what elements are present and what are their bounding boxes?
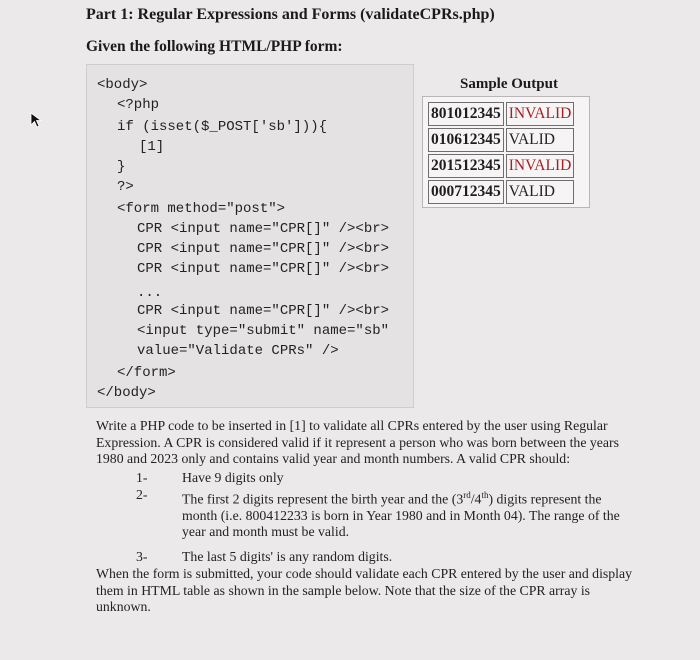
list-item-number: 3- <box>136 548 148 564</box>
list-item-number: 1- <box>136 470 148 485</box>
code-line: } <box>117 159 126 175</box>
result-cell: VALID <box>506 128 575 152</box>
list-item <box>136 549 636 566</box>
table-row <box>428 102 574 126</box>
code-line: </body> <box>97 385 156 401</box>
sample-output-table <box>422 96 590 208</box>
list-item-text: Have 9 digits only <box>182 470 284 485</box>
code-line: ... <box>137 285 163 301</box>
instructions-intro: Write a PHP code to be inserted in [1] to validate all CPRs entered by the user using Regular Expression. A CPR is considered valid if it represent a person who was born between the years 1980 and 2023 only and contains valid year and month numbers. A valid CPR should: <box>96 418 620 466</box>
list-item-number: 2- <box>136 486 148 502</box>
superscript: rd <box>463 489 471 500</box>
code-line: if (isset($_POST['sb'])){ <box>117 119 328 135</box>
list-item-text: /4 <box>470 491 482 507</box>
code-line: CPR <input name="CPR[]" /><br> <box>137 303 390 319</box>
code-line: CPR <input name="CPR[]" /><br> <box>137 221 390 237</box>
list-item-text: The first 2 digits represent the birth year and the (3 <box>182 491 464 507</box>
list-item <box>136 470 636 487</box>
mouse-cursor-icon <box>30 112 44 133</box>
list-item <box>136 487 636 541</box>
requirements-list <box>136 470 636 565</box>
table-row <box>428 154 574 178</box>
sample-output-heading: Sample Output <box>460 76 558 92</box>
code-line: [1] <box>139 139 165 155</box>
superscript: th <box>481 489 489 500</box>
code-line: <?php <box>117 97 160 113</box>
instructions-closing: When the form is submitted, your code should validate each CPR entered by the user and display them in HTML table as shown in the sample below. Note that the size of the CPR array is unknown. <box>96 566 633 614</box>
code-line: ?> <box>117 179 134 195</box>
section-subtitle: Given the following HTML/PHP form: <box>86 38 343 55</box>
page-title: Part 1: Regular Expressions and Forms (validateCPRs.php) <box>86 6 495 23</box>
list-item-text: ) digits represent the month (i.e. 800412233 is born in Year 1980 and in Month 04). The range of the year and month must be valid. <box>182 491 620 540</box>
code-line: <input type="submit" name="sb" <box>137 323 390 339</box>
code-line: </form> <box>117 365 176 381</box>
code-line: value="Validate CPRs" /> <box>137 343 339 359</box>
code-line: CPR <input name="CPR[]" /><br> <box>137 261 390 277</box>
table-row <box>428 180 574 204</box>
list-item-text: The last 5 digits' is any random digits. <box>182 548 393 564</box>
result-cell: INVALID <box>506 154 575 178</box>
code-line: <form method="post"> <box>117 201 286 217</box>
table-row <box>428 128 574 152</box>
cpr-cell: 801012345 <box>428 102 504 126</box>
code-line: CPR <input name="CPR[]" /><br> <box>137 241 390 257</box>
code-line: <body> <box>97 77 148 93</box>
cpr-cell: 201512345 <box>428 154 504 178</box>
cpr-cell: 010612345 <box>428 128 504 152</box>
result-cell: VALID <box>506 180 575 204</box>
result-cell: INVALID <box>506 102 575 126</box>
code-block <box>86 64 414 408</box>
cpr-cell: 000712345 <box>428 180 504 204</box>
